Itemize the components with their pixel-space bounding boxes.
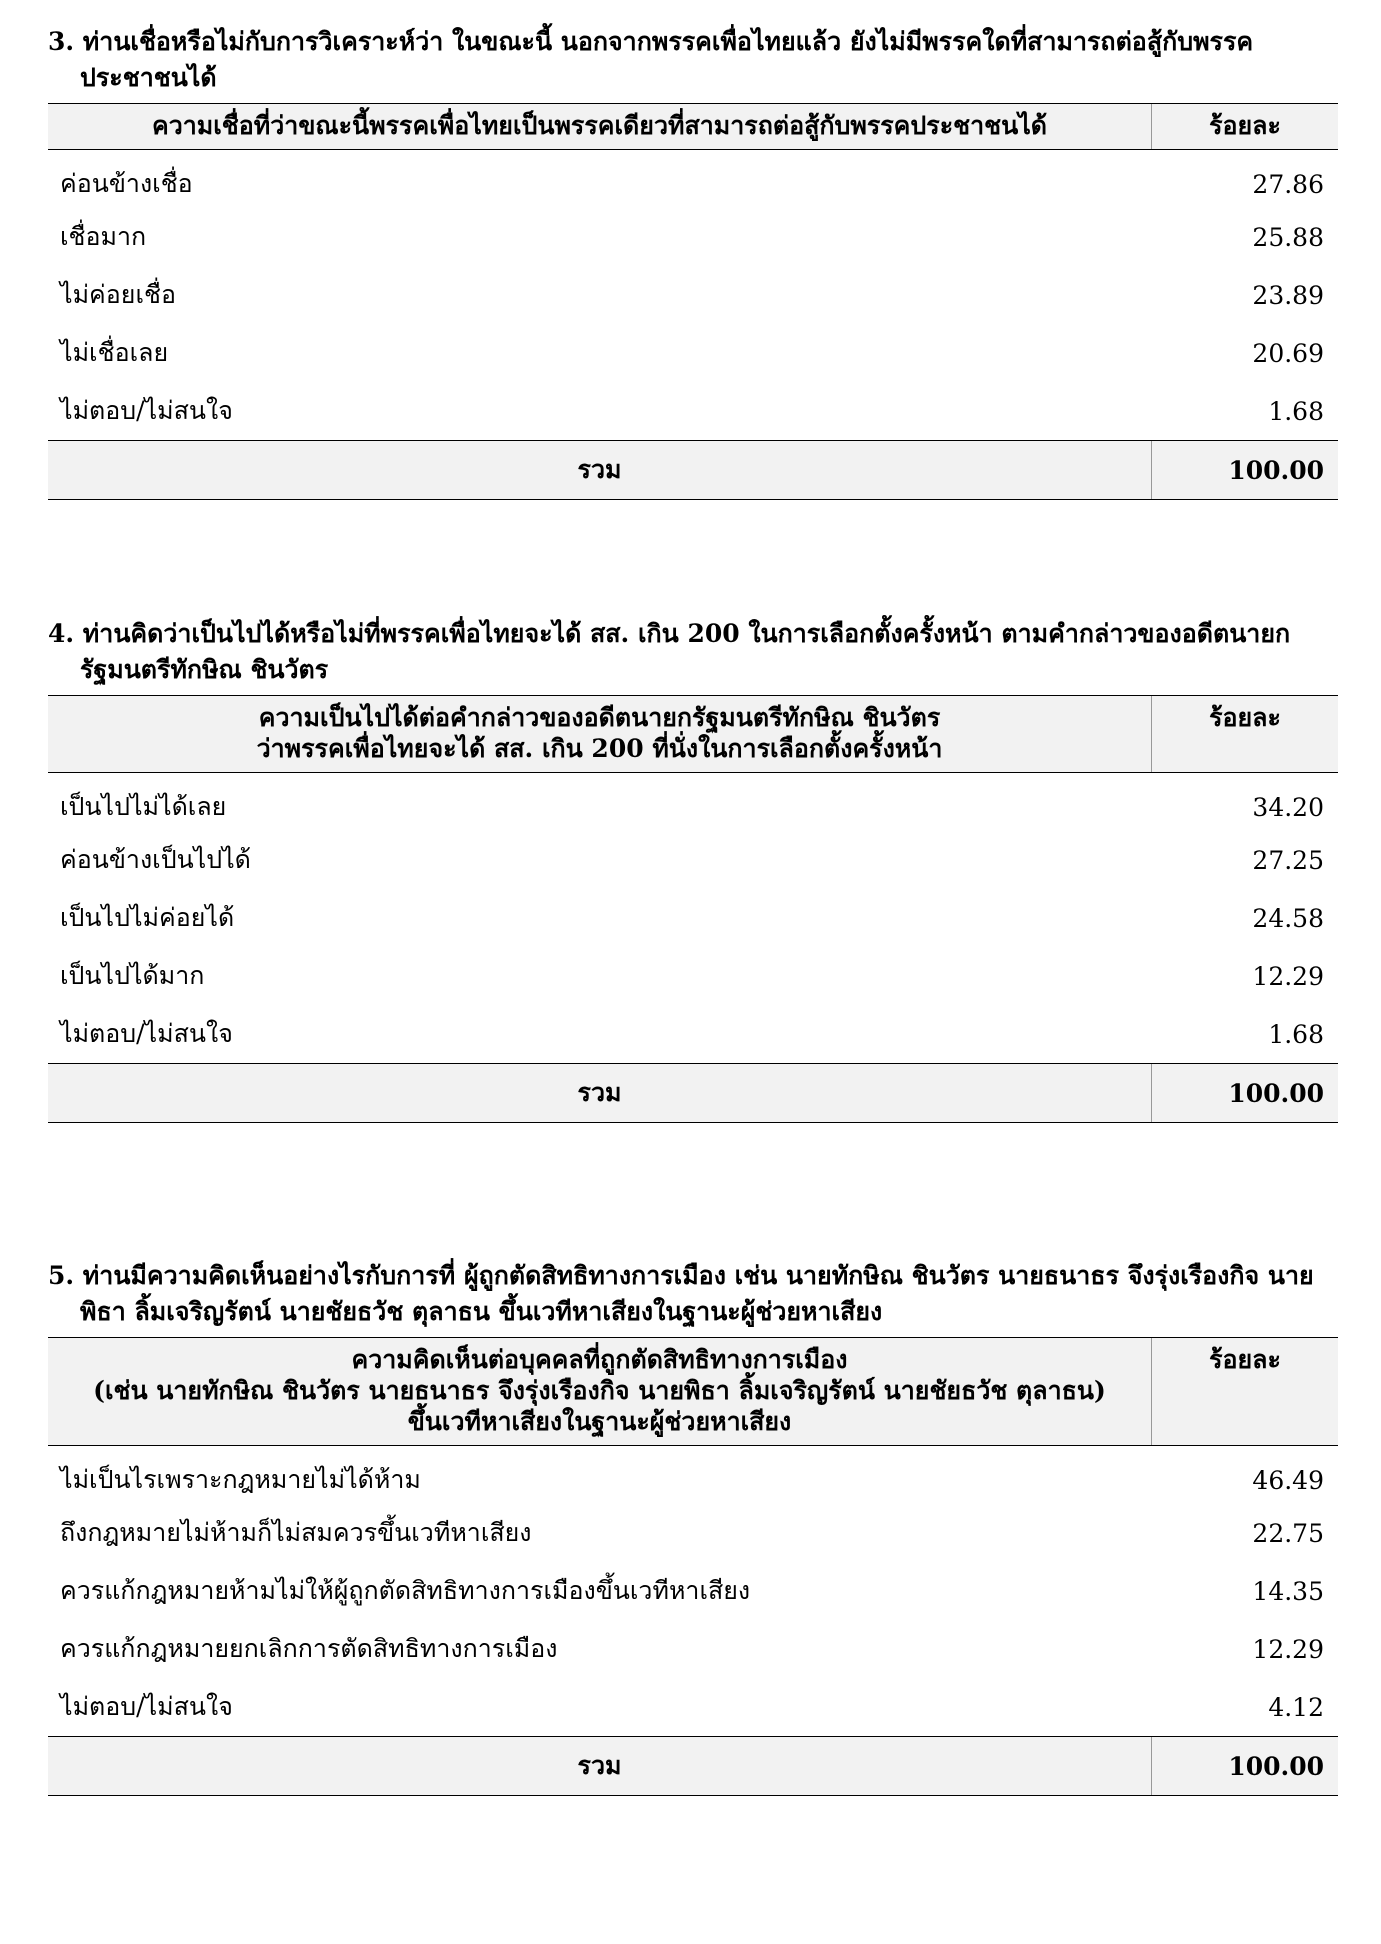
response-percent: 4.12 — [1268, 1692, 1324, 1722]
table-row — [48, 889, 1338, 947]
response-label: ไม่ค่อยเชื่อ — [60, 280, 176, 309]
response-percent: 23.89 — [1252, 280, 1324, 310]
table-row — [48, 1562, 1338, 1620]
header-line: ความเป็นไปได้ต่อคำกล่าวของอดีตนายกรัฐมนตรีทักษิณ ชินวัตร — [258, 703, 941, 732]
response-label: เป็นไปไม่ได้เลย — [60, 792, 227, 821]
response-label: ค่อนข้างเชื่อ — [60, 169, 193, 198]
response-percent: 46.49 — [1252, 1465, 1324, 1495]
table-row — [48, 773, 1338, 832]
table-header-row — [48, 1338, 1338, 1446]
total-label: รวม — [48, 441, 1152, 500]
response-percent: 1.68 — [1268, 1019, 1324, 1049]
header-line: ว่าพรรคเพื่อไทยจะได้ สส. เกิน 200 ที่นั่งในการเลือกตั้งครั้งหน้า — [256, 734, 943, 763]
table-row — [48, 1446, 1338, 1505]
column-header-response — [48, 696, 1152, 773]
response-percent: 12.29 — [1252, 1634, 1324, 1664]
response-percent: 25.88 — [1252, 222, 1324, 252]
response-label: ไม่ตอบ/ไม่สนใจ — [60, 396, 233, 425]
response-label: ควรแก้กฎหมายยกเลิกการตัดสิทธิทางการเมือง — [60, 1634, 558, 1663]
total-row — [48, 1064, 1338, 1123]
response-label: ถึงกฎหมายไม่ห้ามก็ไม่สมควรขึ้นเวทีหาเสียง — [60, 1518, 532, 1547]
response-label: เป็นไปไม่ค่อยได้ — [60, 903, 235, 932]
response-percent: 34.20 — [1252, 792, 1324, 822]
question-3-section — [48, 24, 1338, 500]
header-line: ขึ้นเวทีหาเสียงในฐานะผู้ช่วยหาเสียง — [407, 1407, 792, 1436]
total-label: รวม — [48, 1737, 1152, 1796]
response-label: ค่อนข้างเป็นไปได้ — [60, 845, 251, 874]
table-row — [48, 382, 1338, 441]
question-3-title: 3. ท่านเชื่อหรือไม่กับการวิเคราะห์ว่า ในขณะนี้ นอกจากพรรคเพื่อไทยแล้ว ยังไม่มีพรรคใดที่สามารถต่อสู้กับพรรคประชาชนได้ — [48, 27, 1254, 92]
response-label: ไม่เชื่อเลย — [60, 338, 169, 367]
response-percent: 1.68 — [1268, 396, 1324, 426]
header-line: (เช่น นายทักษิณ ชินวัตร นายธนาธร จึงรุ่งเรืองกิจ นายพิธา ลิ้มเจริญรัตน์ นายชัยธวัช ตุลาธน) — [93, 1376, 1106, 1405]
table-header-row — [48, 696, 1338, 773]
response-label: ไม่ตอบ/ไม่สนใจ — [60, 1692, 233, 1721]
total-row — [48, 1737, 1338, 1796]
total-row — [48, 441, 1338, 500]
table-row — [48, 324, 1338, 382]
question-3-table — [48, 103, 1338, 500]
response-label: ควรแก้กฎหมายห้ามไม่ให้ผู้ถูกตัดสิทธิทางการเมืองขึ้นเวทีหาเสียง — [60, 1576, 751, 1605]
table-row — [48, 831, 1338, 889]
total-value: 100.00 — [1152, 1737, 1339, 1796]
total-value: 100.00 — [1152, 441, 1339, 500]
question-5-title: 5. ท่านมีความคิดเห็นอย่างไรกับการที่ ผู้ถูกตัดสิทธิทางการเมือง เช่น นายทักษิณ ชินวัตร นายธนาธร จึงรุ่งเรืองกิจ นายพิธา ลิ้มเจริญรัตน์ นายชัยธวัช ตุลาธน ขึ้นเวทีหาเสียงในฐานะผู้ช่วยหาเสียง — [48, 1261, 1314, 1326]
question-5-section — [48, 1258, 1338, 1796]
column-header-percent: ร้อยละ — [1152, 696, 1339, 773]
column-header-response — [48, 104, 1152, 150]
response-label: เป็นไปได้มาก — [60, 961, 205, 990]
table-row — [48, 1620, 1338, 1678]
question-5-table — [48, 1337, 1338, 1796]
response-percent: 22.75 — [1252, 1518, 1324, 1548]
column-header-percent: ร้อยละ — [1152, 1338, 1339, 1446]
column-header-percent: ร้อยละ — [1152, 104, 1339, 150]
header-line: ความคิดเห็นต่อบุคคลที่ถูกตัดสิทธิทางการเมือง — [351, 1345, 848, 1374]
response-percent: 12.29 — [1252, 961, 1324, 991]
header-line: ความเชื่อที่ว่าขณะนี้พรรคเพื่อไทยเป็นพรรคเดียวที่สามารถต่อสู้กับพรรคประชาชนได้ — [151, 111, 1048, 140]
total-value: 100.00 — [1152, 1064, 1339, 1123]
question-4-title: 4. ท่านคิดว่าเป็นไปได้หรือไม่ที่พรรคเพื่อไทยจะได้ สส. เกิน 200 ในการเลือกตั้งครั้งหน้า ตามคำกล่าวของอดีตนายกรัฐมนตรีทักษิณ ชินวัตร — [48, 619, 1291, 684]
table-header-row — [48, 104, 1338, 150]
response-percent: 27.86 — [1252, 169, 1324, 199]
table-row — [48, 150, 1338, 209]
table-row — [48, 266, 1338, 324]
response-percent: 27.25 — [1252, 845, 1324, 875]
total-label: รวม — [48, 1064, 1152, 1123]
response-label: เชื่อมาก — [60, 222, 147, 251]
question-4-table — [48, 695, 1338, 1123]
response-label: ไม่เป็นไรเพราะกฎหมายไม่ได้ห้าม — [60, 1465, 421, 1494]
response-percent: 14.35 — [1252, 1576, 1324, 1606]
table-row — [48, 208, 1338, 266]
response-percent: 20.69 — [1252, 338, 1324, 368]
table-row — [48, 1504, 1338, 1562]
response-percent: 24.58 — [1252, 903, 1324, 933]
table-row — [48, 1005, 1338, 1064]
table-row — [48, 947, 1338, 1005]
table-row — [48, 1678, 1338, 1737]
response-label: ไม่ตอบ/ไม่สนใจ — [60, 1019, 233, 1048]
column-header-response — [48, 1338, 1152, 1446]
question-4-section — [48, 616, 1338, 1123]
